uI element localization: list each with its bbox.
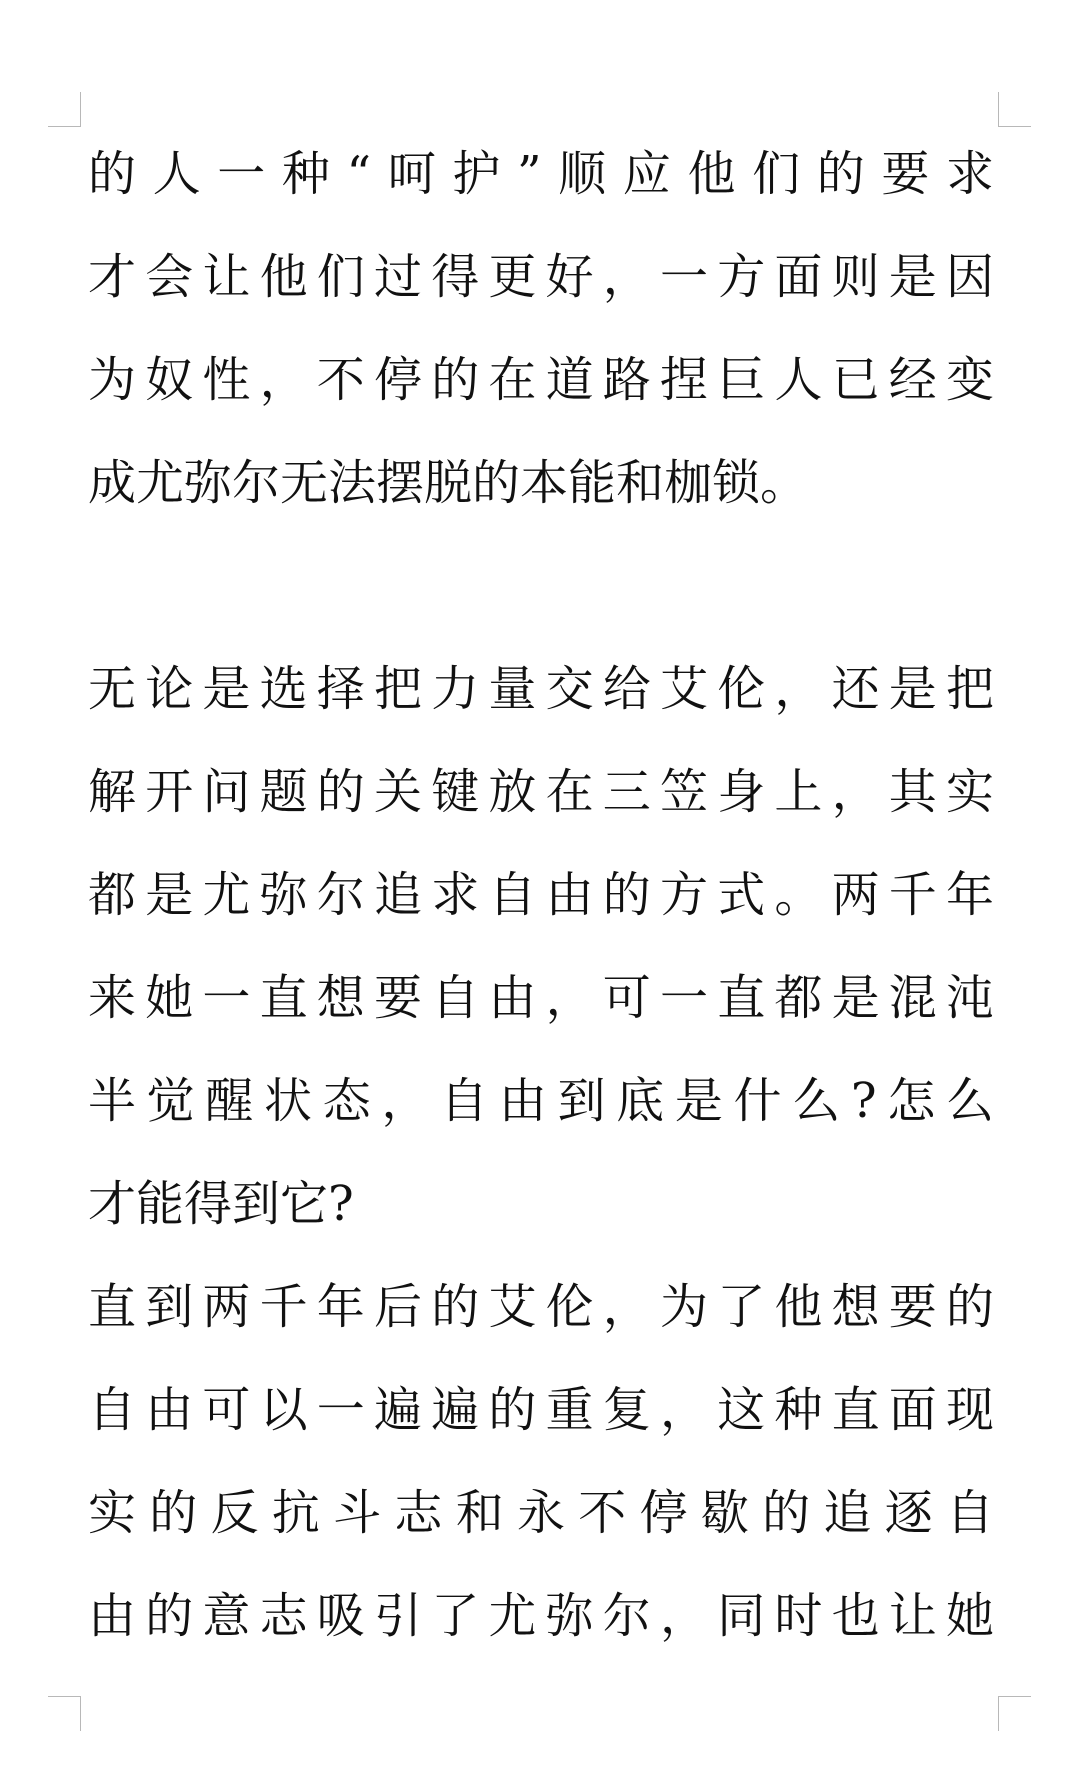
text-line: 来她一直想要自由，可一直都是混沌	[88, 970, 994, 1026]
page-corner-mark-top-left	[48, 92, 81, 127]
text-line: 由的意志吸引了尤弥尔，同时也让她	[88, 1588, 994, 1644]
text-line: 解开问题的关键放在三笠身上，其实	[88, 764, 994, 820]
blank-line	[88, 546, 994, 649]
text-line: 成尤弥尔无法摆脱的本能和枷锁。	[88, 455, 809, 511]
text-line: 才会让他们过得更好，一方面则是因	[88, 249, 994, 305]
page-corner-mark-bottom-right	[998, 1696, 1031, 1731]
page-corner-mark-top-right	[998, 92, 1031, 127]
text-line: 为奴性，不停的在道路捏巨人已经变	[88, 352, 994, 408]
text-line: 半觉醒状态，自由到底是什么?怎么	[88, 1073, 994, 1129]
page-corner-mark-bottom-left	[48, 1696, 81, 1731]
text-line: 直到两千年后的艾伦，为了他想要的	[88, 1279, 994, 1335]
document-body-text	[88, 134, 994, 1679]
text-line: 才能得到它?	[88, 1176, 354, 1232]
text-line: 都是尤弥尔追求自由的方式。两千年	[88, 867, 994, 923]
text-line: 的人一种“呵护”顺应他们的要求	[88, 146, 994, 202]
text-line: 无论是选择把力量交给艾伦，还是把	[88, 661, 994, 717]
text-line: 实的反抗斗志和永不停歇的追逐自	[88, 1485, 994, 1541]
text-line: 自由可以一遍遍的重复，这种直面现	[88, 1382, 994, 1438]
